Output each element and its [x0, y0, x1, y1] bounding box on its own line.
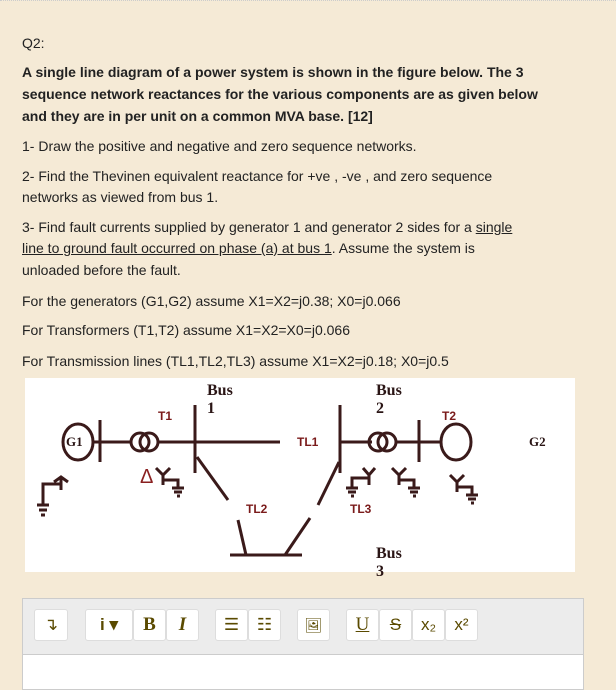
- bus-3-label: Bus 3: [376, 545, 402, 580]
- item-1: 1- Draw the positive and negative and zero sequence networks.: [22, 138, 417, 154]
- intro-line-2: sequence network reactances for the various components are as given below: [22, 86, 538, 102]
- numbered-list-button[interactable]: ☷: [248, 609, 281, 641]
- paragraph-button[interactable]: ↴: [34, 609, 68, 641]
- item-2-line-2: networks as viewed from bus 1.: [22, 189, 219, 205]
- tl1-label: TL1: [297, 435, 319, 449]
- tl2-label: TL2: [246, 502, 268, 516]
- item-3-line-3: unloaded before the fault.: [22, 262, 181, 278]
- generator-spec: For the generators (G1,G2) assume X1=X2=j0.38; X0=j0.066: [22, 293, 401, 309]
- editor-toolbar: [23, 599, 583, 655]
- strikethrough-button[interactable]: S: [379, 609, 412, 641]
- question-label: Q2:: [22, 35, 45, 51]
- bus-2-label: Bus 2: [376, 382, 402, 417]
- italic-button[interactable]: I: [166, 609, 199, 641]
- delta-symbol: Δ: [140, 466, 154, 488]
- transformer-spec: For Transformers (T1,T2) assume X1=X2=X0=j0.066: [22, 322, 350, 338]
- t1-label: T1: [158, 409, 173, 423]
- item-3-underlined: single: [475, 219, 513, 235]
- t2-label: T2: [442, 409, 457, 423]
- bullet-list-button[interactable]: ☰: [215, 609, 248, 641]
- intro-line-3: and they are in per unit on a common MVA base. [12]: [22, 108, 373, 124]
- intro-line-1: A single line diagram of a power system is shown in the figure below. The 3: [22, 64, 524, 80]
- tl3-label: TL3: [350, 502, 372, 516]
- g2-label: G2: [529, 434, 546, 449]
- item-3-underlined-2: line to ground fault occurred on phase (a) at bus 1: [22, 240, 332, 256]
- image-button[interactable]: 🖼: [297, 609, 330, 641]
- info-dropdown-button[interactable]: i ▾: [85, 609, 133, 641]
- item-2-line-1: 2- Find the Thevinen equivalent reactance for +ve , -ve , and zero sequence: [22, 168, 493, 184]
- superscript-button[interactable]: x²: [445, 609, 478, 641]
- bold-button[interactable]: B: [133, 609, 166, 641]
- item-3-text: 3- Find fault currents supplied by generator 1 and generator 2 sides for a: [22, 219, 476, 235]
- answer-editor[interactable]: [22, 598, 584, 690]
- underline-button[interactable]: U: [346, 609, 379, 641]
- g1-label: G1: [66, 434, 83, 449]
- item-3-text-2: . Assume the system is: [331, 240, 475, 256]
- bus-1-label: Bus 1: [207, 382, 233, 417]
- subscript-button[interactable]: x₂: [412, 609, 445, 641]
- line-spec: For Transmission lines (TL1,TL2,TL3) assume X1=X2=j0.18; X0=j0.5: [22, 353, 449, 369]
